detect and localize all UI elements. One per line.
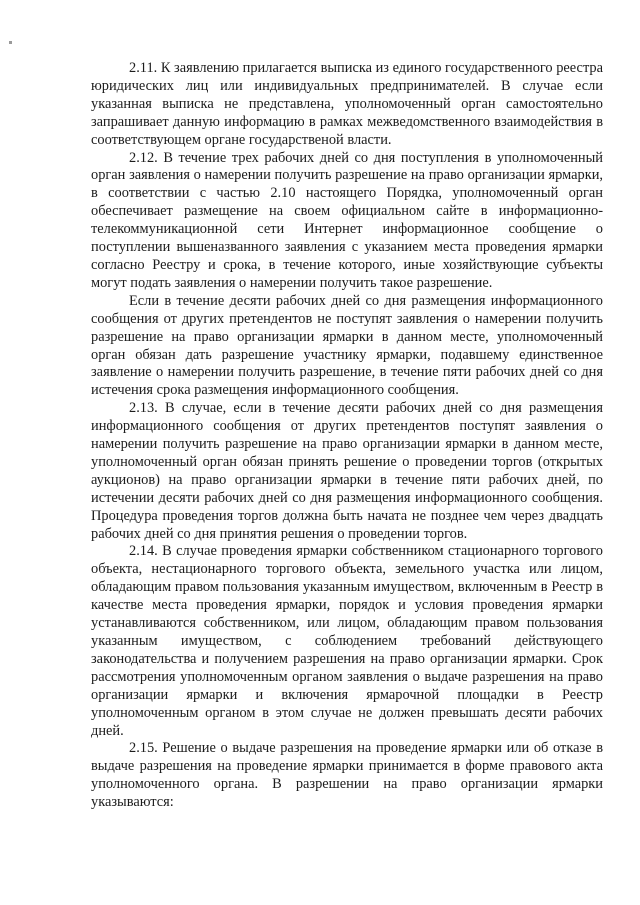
paragraph-2-14: 2.14. В случае проведения ярмарки собственником стационарного торгового объекта, нестационарного торгового объекта, земельного участка или лицом, обладающим правом пользования указанным имуществом, включенным в Реестр в качестве места проведения ярмарки, порядок и условия проведения ярмарки устанавливаются собственником, или лицом, обладающим правом пользования указанным имуществом, с соблюдением требований действующего законодательства и получением разрешения на право организации ярмарки. Срок рассмотрения уполномоченным органом заявления о выдаче разрешения на право организации ярмарки и включения ярмарочной площадки в Реестр уполномоченным органом в этом случае не должен превышать десяти рабочих дней. <box>91 543 603 739</box>
document-body <box>91 60 603 812</box>
paragraph-2-12: 2.12. В течение трех рабочих дней со дня поступления в уполномоченный орган заявления о намерении получить разрешение на право организации ярмарки, в соответствии с частью 2.10 настоящего Порядка, уполномоченный орган обеспечивает размещение на своем официальном сайте в информационно-телекоммуникационной сети Интернет информационное сообщение о поступлении вышеназванного заявления с указанием места проведения ярмарки согласно Реестру и срока, в течение которого, иные хозяйствующие субъекты могут подать заявления о намерении получить такое разрешение. <box>91 149 603 291</box>
paragraph-2-12-continued: Если в течение десяти рабочих дней со дня размещения информационного сообщения от других претендентов не поступят заявления о намерении получить разрешение на право организации ярмарки в данном месте, уполномоченный орган обязан дать разрешение участнику ярмарки, подавшему единственное заявление о намерении получить разрешение, в течение пяти рабочих дней со дня истечения срока размещения информационного сообщения. <box>91 292 603 399</box>
paragraph-2-13: 2.13. В случае, если в течение десяти рабочих дней со дня размещения информационного сообщения от других претендентов поступят заявления о намерении получить разрешение на право организации ярмарки в данном месте, уполномоченный орган обязан принять решение о проведении торгов (открытых аукционов) на право организации ярмарки в течение пяти рабочих дней, по истечении десяти рабочих дней со дня размещения информационного сообщения. Процедура проведения торгов должна быть начата не позднее чем через двадцать рабочих дней со дня принятия решения о проведении торгов. <box>91 400 603 542</box>
paragraph-2-15: 2.15. Решение о выдаче разрешения на проведение ярмарки или об отказе в выдаче разрешения на проведение ярмарки принимается в форме правового акта уполномоченного органа. В разрешении на право организации ярмарки указываются: <box>91 740 603 811</box>
paragraph-2-11: 2.11. К заявлению прилагается выписка из единого государственного реестра юридических лиц или индивидуальных предпринимателей. В случае если указанная выписка не представлена, уполномоченный орган самостоятельно запрашивает данную информацию в рамках межведомственного взаимодействия в соответствующем органе государственой власти. <box>91 60 603 148</box>
scan-dot <box>9 41 12 44</box>
